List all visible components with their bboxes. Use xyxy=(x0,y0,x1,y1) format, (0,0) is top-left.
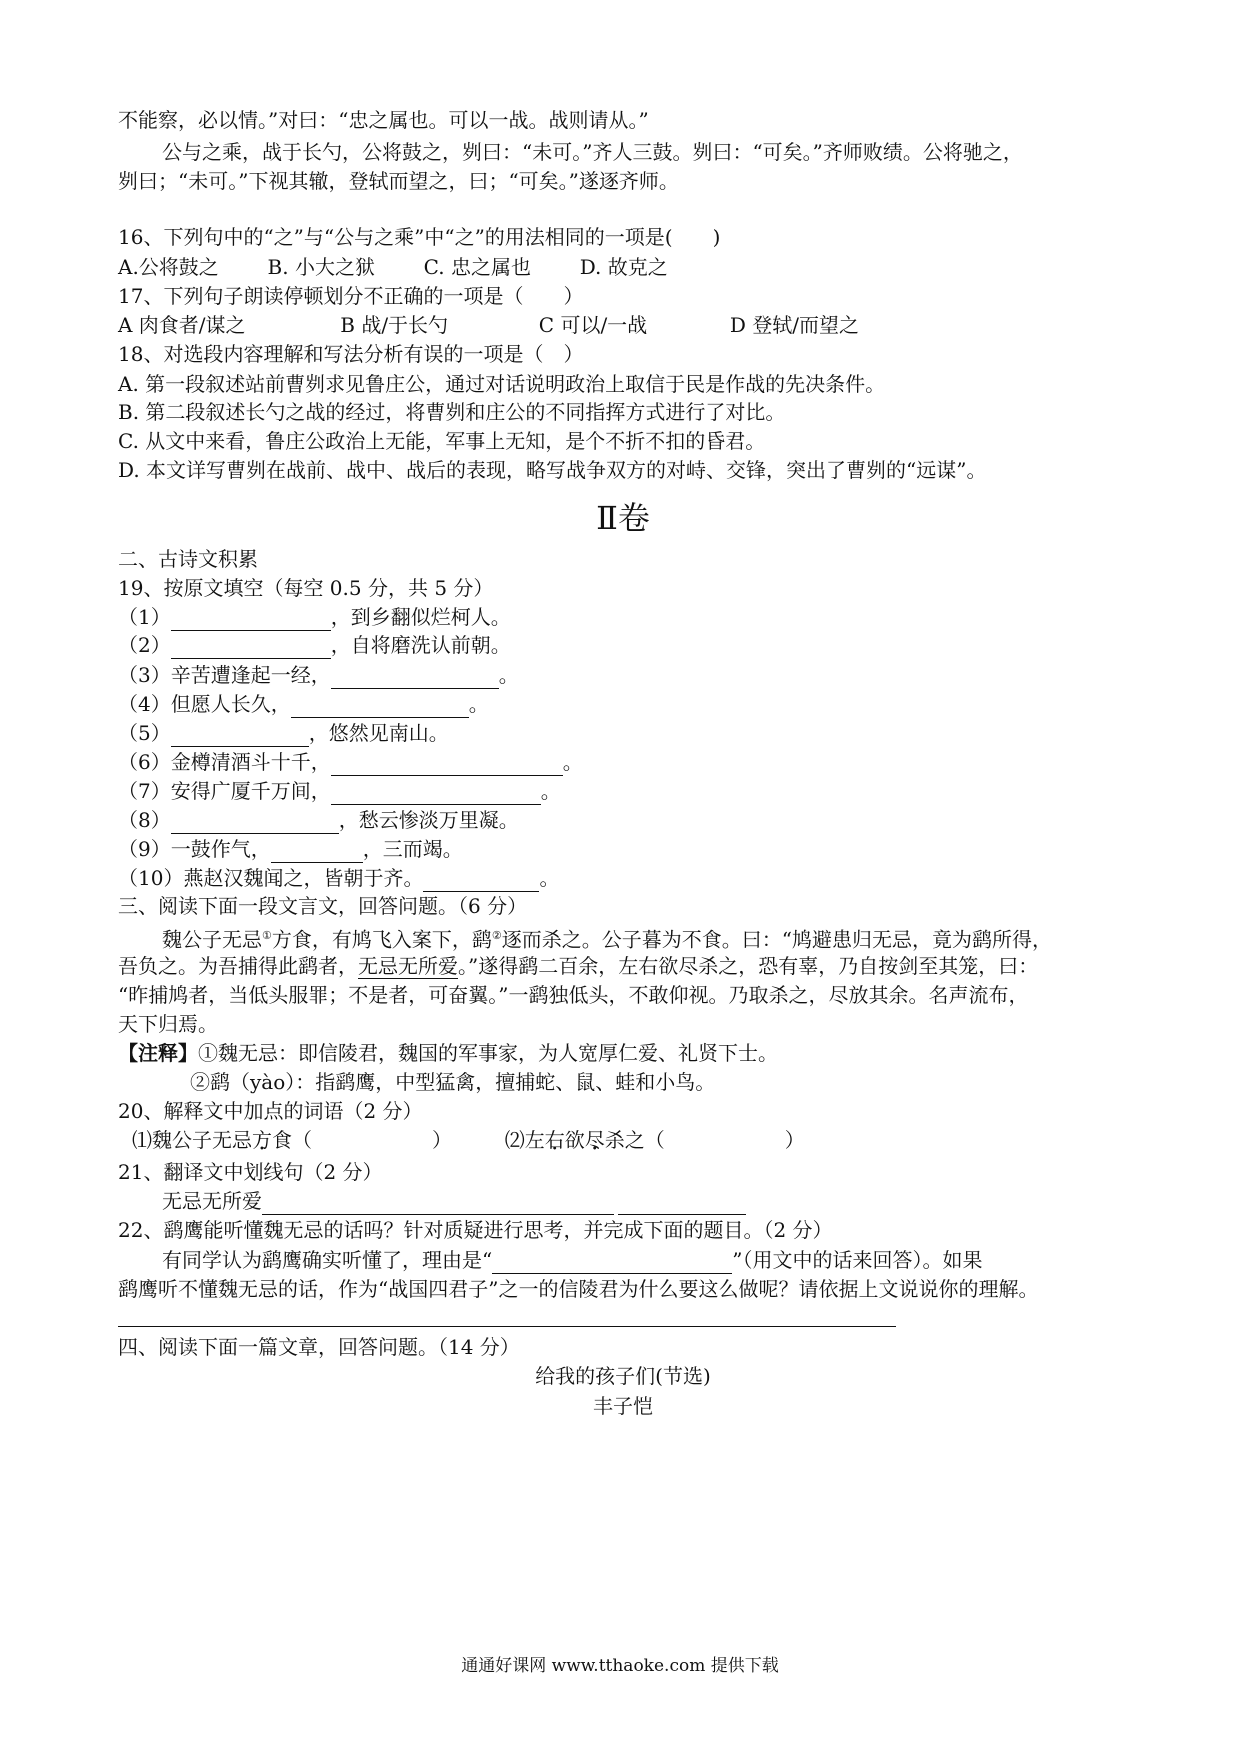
passage-line: 天下归焉。 xyxy=(118,1012,218,1036)
answer-blank[interactable] xyxy=(171,608,331,631)
answer-blank[interactable] xyxy=(331,782,541,805)
dotted-word: 右 xyxy=(544,1128,565,1152)
question-22-line: 有同学认为鹞鹰确实听懂了，理由是“ ”（用文中的话来回答）。如果 xyxy=(162,1248,983,1272)
fill-item: （9）一鼓作气， ，三而竭。 xyxy=(118,837,463,861)
option-b: B 战/于长勺 xyxy=(340,313,449,337)
answer-blank[interactable] xyxy=(171,636,331,659)
question-20-stem: 20、解释文中加点的词语（2 分） xyxy=(118,1099,423,1123)
section-3-heading: 三、阅读下面一段文言文，回答问题。（6 分） xyxy=(118,894,528,918)
fill-item: （5） ，悠然见南山。 xyxy=(118,721,449,745)
passage-line: 魏公子无忌①方食，有鸠飞入案下，鹞②逐而杀之。公子暮为不食。曰：“鸠避患归无忌，竟为鹞所得， xyxy=(162,927,1052,952)
answer-blank[interactable] xyxy=(331,753,563,776)
answer-blank[interactable] xyxy=(331,666,499,689)
passage-line: 吾负之。为吾捕得此鹞者，无忌无所爱。”遂得鹞二百余，左右欲尽杀之，恐有辜，乃自按剑至其笼，曰： xyxy=(118,954,1039,978)
option-c: C. 忠之属也 xyxy=(423,255,531,279)
question-22-line: 鹞鹰听不懂魏无忌的话，作为“战国四君子”之一的信陵君为什么要这么做呢？请依据上文说说你的理解。 xyxy=(118,1277,1039,1301)
footnote-marker: ② xyxy=(491,929,502,942)
question-18-stem: 18、对选段内容理解和写法分析有误的一项是（ ） xyxy=(118,342,584,366)
volume-2-title: Ⅱ卷 xyxy=(596,499,650,537)
passage-line: 刿曰；“未可。”下视其辙，登轼而望之，曰；“可矣。”遂逐齐师。 xyxy=(118,169,679,193)
question-22-stem: 22、鹞鹰能听懂魏无忌的话吗？针对质疑进行思考，并完成下面的题目。（2 分） xyxy=(118,1218,833,1242)
section-2-heading: 二、古诗文积累 xyxy=(118,547,258,571)
option-b: B. 第二段叙述长勺之战的经过，将曹刿和庄公的不同指挥方式进行了对比。 xyxy=(118,400,786,424)
option-b: B. 小大之狱 xyxy=(267,255,375,279)
passage-line: 不能察，必以情。”对曰：“忠之属也。可以一战。战则请从。” xyxy=(118,108,649,132)
fill-item: （2） ，自将磨洗认前朝。 xyxy=(118,633,511,657)
question-17-stem: 17、下列句子朗读停顿划分不正确的一项是（ ） xyxy=(118,284,584,308)
option-a: A. 第一段叙述站前曹刿求见鲁庄公，通过对话说明政治上取信于民是作战的先决条件。 xyxy=(118,372,886,396)
option-c: C 可以/一战 xyxy=(538,313,648,337)
fill-item: （3）辛苦遭逢起一经， 。 xyxy=(118,663,519,687)
option-d: D. 本文详写曹刿在战前、战中、战后的表现，略写战争双方的对峙、交锋，突出了曹刿的“远谋”。 xyxy=(118,458,987,482)
section-4-heading: 四、阅读下面一篇文章，回答问题。（14 分） xyxy=(118,1335,520,1359)
passage-line: 公与之乘，战于长勺，公将鼓之，刿曰：“未可。”齐人三鼓。刿曰：“可矣。”齐师败绩。公将驰之， xyxy=(162,140,1023,164)
answer-line[interactable] xyxy=(118,1326,896,1327)
underlined-sentence: 无忌无所爱 xyxy=(358,954,458,978)
fill-item: （10）燕赵汉魏闻之，皆朝于齐。 。 xyxy=(118,866,560,890)
answer-blank[interactable] xyxy=(171,724,309,747)
option-a: A.公将鼓之 xyxy=(118,255,219,279)
page-footer: 通通好课网 www.tthaoke.com 提供下载 xyxy=(461,1656,779,1676)
answer-blank[interactable] xyxy=(423,869,539,892)
option-d: D 登轼/而望之 xyxy=(729,313,860,337)
fill-item: （8） ，愁云惨淡万里凝。 xyxy=(118,808,519,832)
footnote-marker: ① xyxy=(262,929,272,942)
fill-item: （4）但愿人长久， 。 xyxy=(118,692,489,716)
passage-line: “昨捕鸠者，当低头服罪；不是者，可奋翼。”一鹞独低头，不敢仰视。乃取杀之，尽放其余。名声流布， xyxy=(118,983,1029,1007)
dotted-word: 尽 xyxy=(584,1128,605,1152)
question-21-stem: 21、翻译文中划线句（2 分） xyxy=(118,1160,383,1184)
note-line: ②鹞（yào）：指鹞鹰，中型猛禽，擅捕蛇、鼠、蛙和小鸟。 xyxy=(190,1070,716,1094)
question-21-answer: 无忌无所爱 xyxy=(162,1187,746,1215)
question-16-stem: 16、下列句中的“之”与“公与之乘”中“之”的用法相同的一项是( ) xyxy=(118,225,721,249)
question-20-items: ⑴魏公子无忌方食（ ） ⑵左右欲尽杀之（ ） xyxy=(132,1128,805,1152)
answer-blank[interactable] xyxy=(262,1192,614,1215)
answer-blank[interactable] xyxy=(291,695,469,718)
fill-item: （6）金樽清酒斗十千， 。 xyxy=(118,750,583,774)
fill-item: （7）安得广厦千万间， 。 xyxy=(118,779,561,803)
answer-blank[interactable] xyxy=(618,1192,746,1215)
fill-item: （1） ，到乡翻似烂柯人。 xyxy=(118,605,511,629)
answer-blank[interactable] xyxy=(271,840,363,863)
note-line: 【注释】①魏无忌：即信陵君，魏国的军事家，为人宽厚仁爱、礼贤下士。 xyxy=(118,1041,778,1065)
option-d: D. 故克之 xyxy=(579,255,668,279)
dotted-word: 方 xyxy=(252,1128,272,1152)
option-a: A 肉食者/谋之 xyxy=(118,313,246,337)
option-c: C. 从文中来看，鲁庄公政治上无能，军事上无知，是个不折不扣的昏君。 xyxy=(118,429,766,453)
question-16-options xyxy=(118,253,668,281)
article-author: 丰子恺 xyxy=(593,1394,653,1418)
question-19-stem: 19、按原文填空（每空 0.5 分，共 5 分） xyxy=(118,576,494,600)
answer-blank[interactable] xyxy=(171,811,339,834)
answer-blank[interactable] xyxy=(492,1251,732,1274)
note-label: 【注释】 xyxy=(118,1041,198,1065)
article-title: 给我的孩子们(节选) xyxy=(535,1364,711,1388)
question-17-options xyxy=(118,311,859,339)
